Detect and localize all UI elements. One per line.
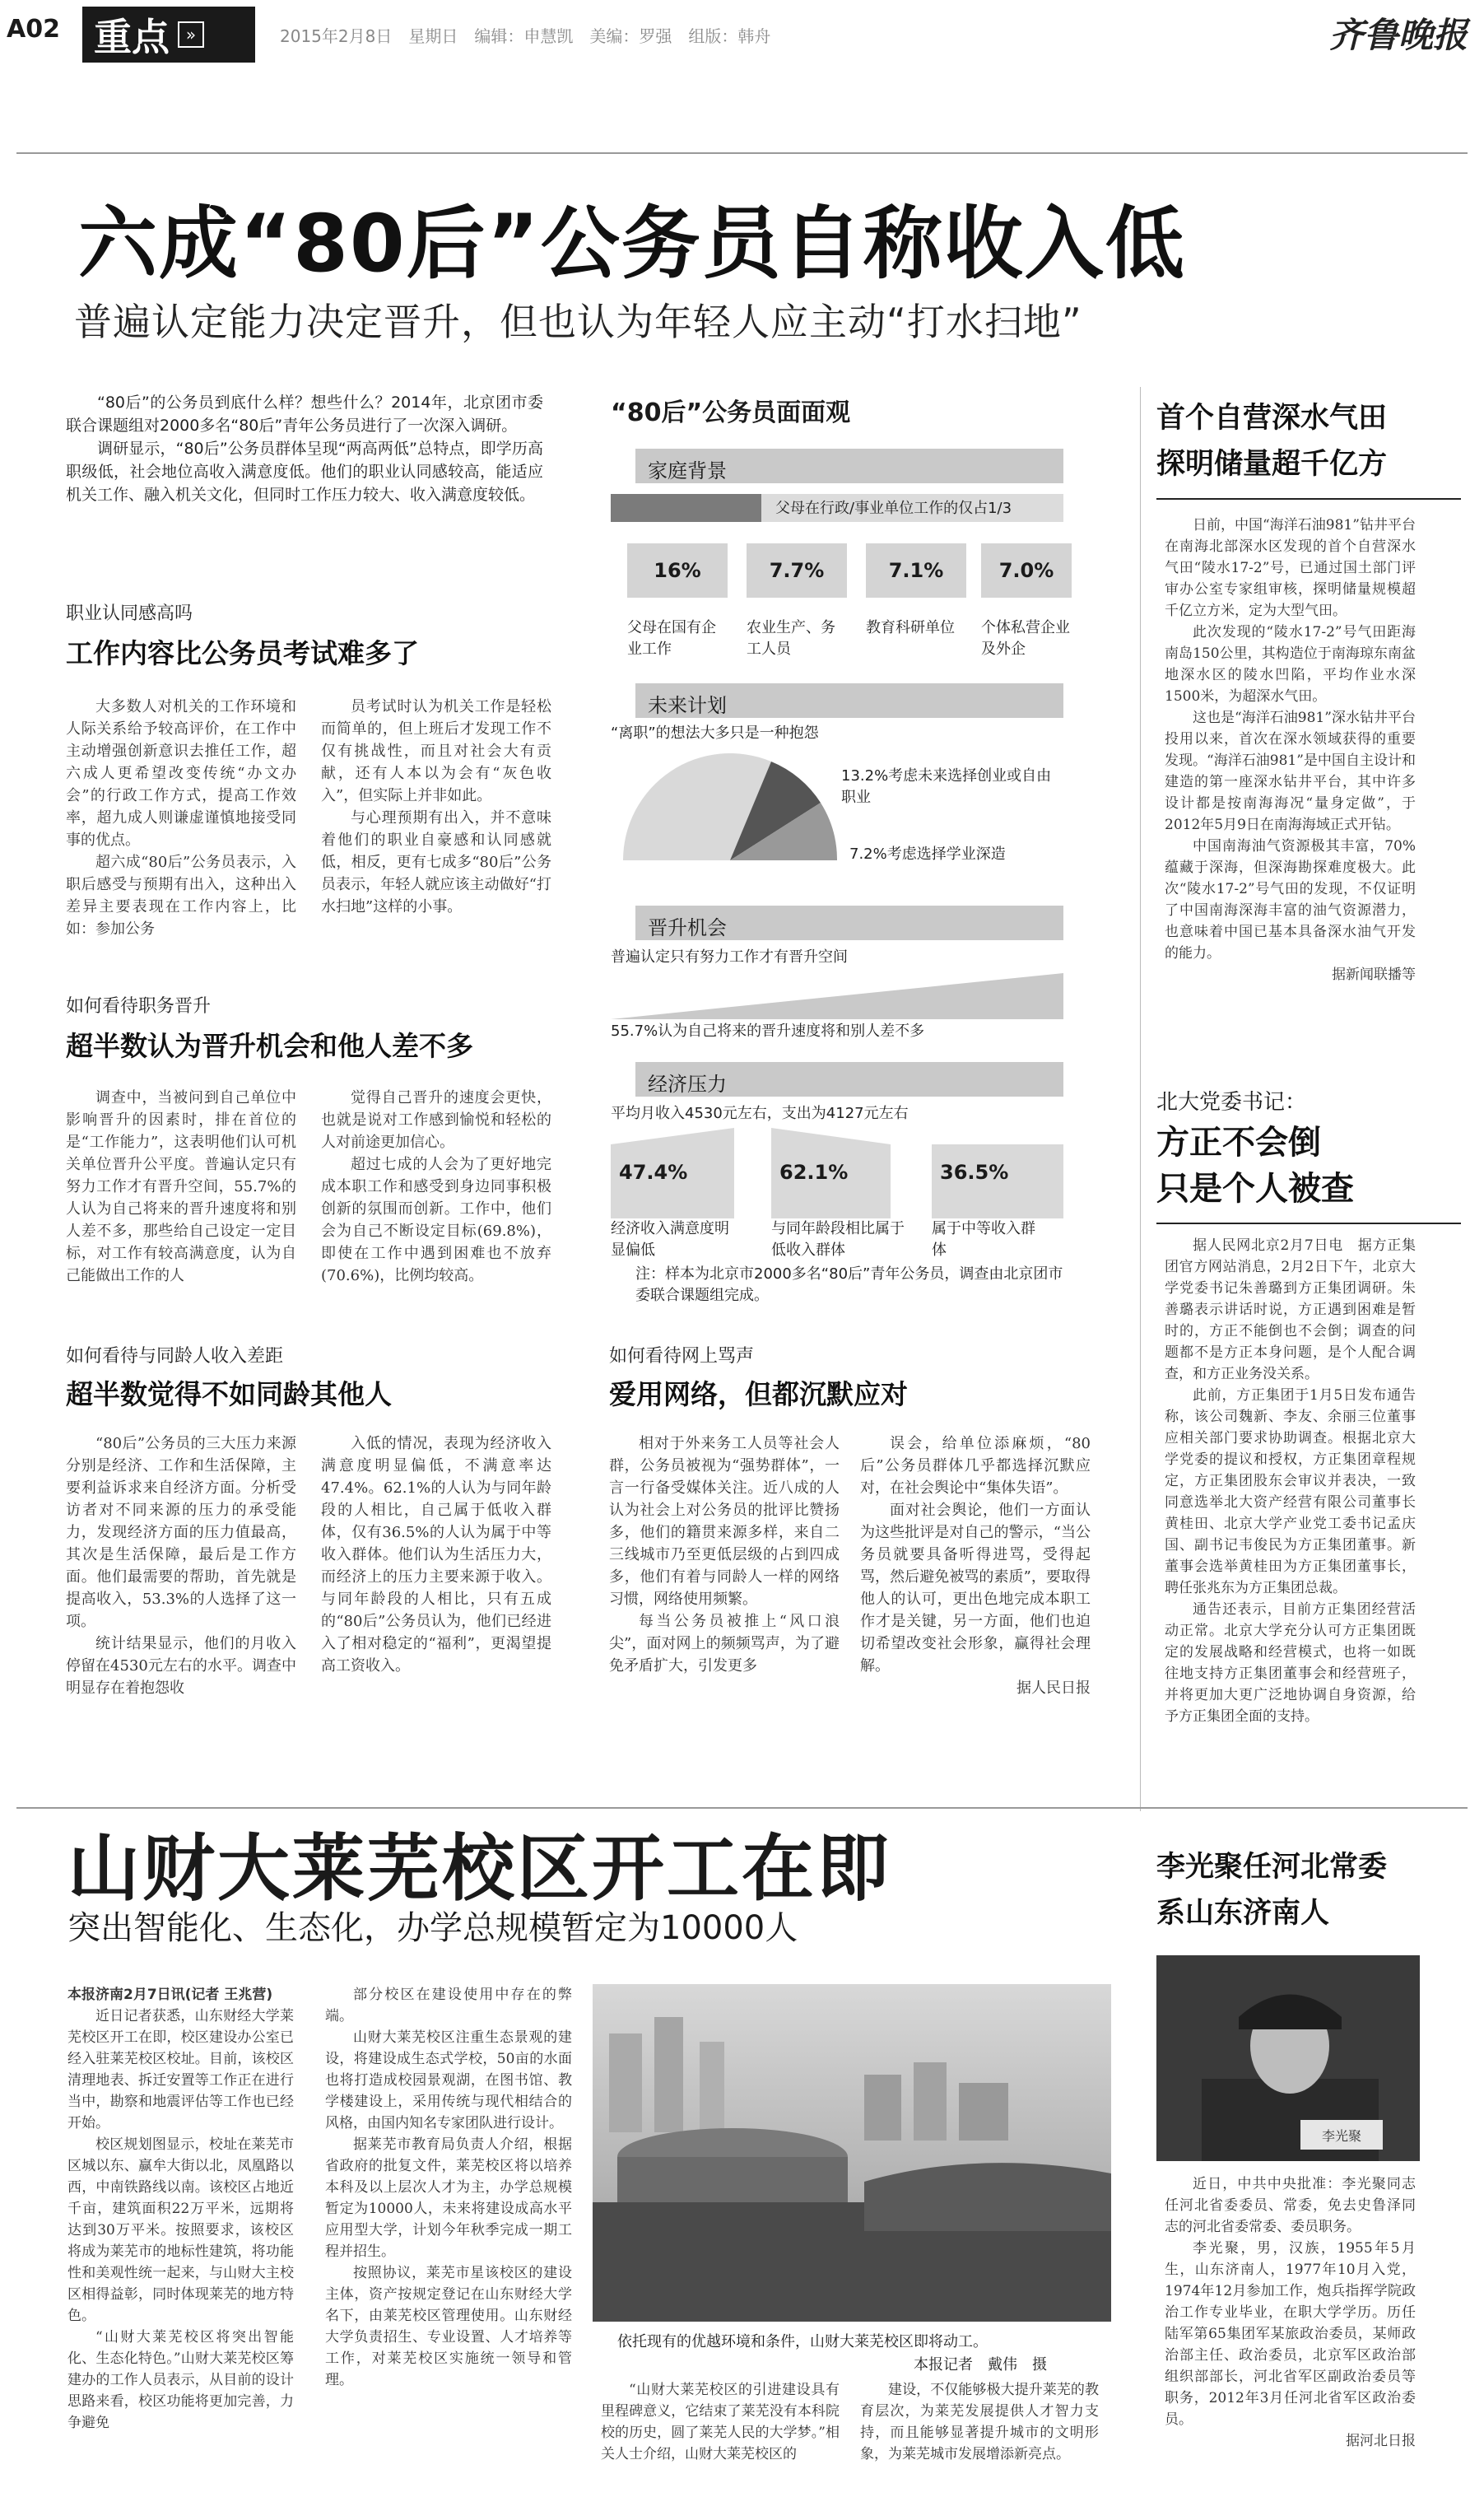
article-column [67, 1984, 294, 2434]
photo-building [959, 2083, 1008, 2141]
photo-arena [617, 2157, 848, 2202]
paragraph: 近日记者获悉，山东财经大学莱芜校区开工在即，校区建设办公室已经入驻莱芜校区校址。目前，该校区清理地表、拆迁安置等工作正在进行当中，勘察和地震评估等工作也已经开始。 [67, 2008, 294, 2131]
portrait-photo [1156, 1955, 1420, 2161]
paragraph: 这也是“海洋石油981”深水钻井平台投用以来，首次在深水领域获得的重要发现。“海洋石油981”是中国自主设计和建造的第一座深水钻井平台，其中许多设计都是按南海海况“量身定做”，于2012年5月9日在南海海域正式开钻。 [1165, 710, 1416, 833]
column-divider [1140, 387, 1141, 1811]
lead-paragraph: 调研显示，“80后”公务员群体呈现“两高两低”总特点，即学历高职级低，社会地位高收入满意度低。他们的职业认同感较高，能适应机关工作、融入机关文化，但同时工作压力较大、收入满意度较低。 [66, 440, 543, 504]
paragraph: 据人民网北京2月7日电 据方正集团官方网站消息，2月2日下午，北京大学党委书记朱善璐到方正集团调研。朱善璐表示讲话时说，方正遇到困难是暂时的，方正不能倒也不会倒；调查的问题都不是方正本身问题，是个人配合调查，和方正业务没关系。 [1165, 1237, 1416, 1382]
photo-hill [864, 2163, 1111, 2231]
paragraph: 相对于外来务工人员等社会人群，公务员被视为“强势群体”，一言一行备受媒体关注。近八成的人认为社会上对公务员的批评比赞扬多，他们的籍贯来源多样，来自二三线城市乃至更低层级的占到四成多，他们有着与同龄人一样的网络习惯，网络使用频繁。 [609, 1435, 840, 1608]
side-headline-line: 系山东济南人 [1156, 1897, 1330, 1930]
main-subhead: 普遍认定能力决定晋升，但也认为年轻人应主动“打水扫地” [74, 300, 1082, 344]
paragraph: 超过七成的人会为了更好地完成本职工作和感受到身边同事积极创新的氛围而创新。工作中，他们会为自己不断设定目标(69.8%)，即使在工作中遇到困难也不放弃(70.6%)，比例均较高。 [321, 1156, 551, 1284]
paragraph: 日前，中国“海洋石油981”钻井平台在南海北部深水区发现的首个自营深水气田“陵水17-2”号，已通过国土部门评审办公室专家组审核，探明储量规模超千亿立方米，定为大型气田。 [1165, 517, 1416, 619]
economy-caption: 平均月收入4530元左右，支出为4127元左右 [611, 1105, 909, 1122]
stat-box: 7.7% [747, 543, 847, 598]
portrait-nameplate-text: 李光聚 [1321, 2128, 1362, 2144]
article-column [321, 696, 551, 918]
paragraph: 校区规划图显示，校址在莱芜市区城以东、赢牟大街以北，凤凰路以西，中南铁路线以南。该校区占地近千亩，建筑面积22万平米，远期将达到30万平米。按照要求，该校区将成为莱芜市的地标性建筑，将功能性和美观性统一起来，与山财大主校区相得益彰，同时体现莱芜的地方特色。 [67, 2136, 294, 2324]
paragraph: “山财大莱芜校区将突出智能化、生态化特色。”山财大莱芜校区筹建办的工作人员表示，从目前的设计思路来看，校区功能将更加完善，力争避免 [67, 2329, 294, 2431]
promotion-note: 55.7%认为自己将来的晋升速度将和别人差不多 [611, 1023, 925, 1040]
category-label: 未来计划 [648, 694, 727, 717]
economy-caption-item: 属于中等收入群体 [932, 1220, 1035, 1259]
section-title: 工作内容比公务员考试难多了 [66, 637, 419, 669]
section-title: 超半数认为晋升机会和他人差不多 [66, 1030, 473, 1062]
paragraph: 此前，方正集团于1月5日发布通告称，该公司魏新、李友、余丽三位董事应相关部门要求协助调查。根据北京大学党委的提议和授权，方正集团章程规定，方正集团股东会审议并表决，一致同意选举北大资产经营有限公司董事长黄桂田、北京大学产业党工委书记孟庆国、副书记韦俊民为方正集团董事。新董事会选举黄桂田为方正集团董事长，聘任张兆东为方正集团总裁。 [1165, 1387, 1416, 1596]
side-headline [1156, 1844, 1469, 1936]
economy-pct: 47.4% [619, 1161, 688, 1184]
side-headline [1156, 395, 1469, 487]
side-divider [1156, 1223, 1461, 1224]
category-label: 晋升机会 [648, 916, 727, 939]
section-title: 爱用网络，但都沉默应对 [609, 1378, 908, 1410]
side-headline-line: 李光聚任河北常委 [1156, 1851, 1388, 1884]
story-divider [16, 1807, 1468, 1809]
paragraph: 入低的情况，表现为经济收入满意度明显偏低，不满意率达47.4%。62.1%的人认为与同年龄段的人相比，自己属于低收入群体，仅有36.5%的人认为属于中等收入群体。他们认为生活压力大，而经济上的压力主要来源于收入。与同年龄段的人相比，只有五成的“80后”公务员认为，他们已经进入了相对稳定的“福利”，更渴望提高工资收入。 [321, 1435, 551, 1675]
main-headline: 六成“80后”公务员自称收入低 [78, 198, 1186, 290]
family-share-caption: 父母在行政/事业单位工作的仅占1/3 [775, 500, 1012, 517]
paragraph: 山财大莱芜校区注重生态景观的建设，将建设成生态式学校，50亩的水面也将打造成校园景观湖，在图书馆、教学楼建设上，采用传统与现代相结合的风格，由国内知名专家团队进行设计。 [325, 2029, 572, 2131]
paragraph: 误会，给单位添麻烦，“80后”公务员群体几乎都选择沉默应对，在社会舆论中“集体失语”。 [860, 1435, 1091, 1497]
photo-building [700, 2042, 724, 2132]
second-subhead: 突出智能化、生态化，办学总规模暂定为10000人 [67, 1909, 798, 1947]
side-divider [1156, 498, 1461, 500]
side-label: 北大党委书记： [1156, 1090, 1307, 1115]
paragraph: 部分校区在建设使用中存在的弊端。 [325, 1987, 572, 2024]
economy-caption-item: 与同年龄段相比属于低收入群体 [771, 1220, 905, 1259]
paragraph: 与心理预期有出入，并不意味着他们的职业自豪感和认同感就低，相反，更有七成多“80后”公务员表示，年轻人就应该主动做好“打水扫地”这样的小事。 [321, 809, 551, 915]
stat-caption: 个体私营企业及外企 [981, 619, 1070, 658]
photo-building [864, 2075, 901, 2141]
source-line: 据人民日报 [1016, 1679, 1091, 1697]
article-column [66, 1433, 296, 1699]
paragraph: 超六成“80后”公务员表示，入职后感受与预期有出入，这种出入差异主要表现在工作内容上，比如：参加公务 [66, 854, 296, 938]
photo-credit: 本报记者 戴伟 摄 [914, 2356, 1047, 2374]
future-caption: “离职”的想法大多只是一种抱怨 [611, 724, 819, 742]
promotion-wedge [611, 973, 1063, 1019]
photo-building [914, 2062, 947, 2141]
stat-box: 16% [627, 543, 728, 598]
category-label: 家庭背景 [648, 459, 727, 482]
paragraph: “80后”公务员的三大压力来源分别是经济、工作和生活保障，主要利益诉求来自经济方面。分析受访者对不同来源的压力的承受能力，发现经济方面的压力值最高，其次是生活保障，最后是工作方面。他们最需要的帮助，首先就是提高收入，53.3%的人选择了这一项。 [66, 1435, 296, 1630]
economy-pct: 36.5% [940, 1161, 1009, 1184]
paragraph: 按照协议，莱芜市星该校区的建设主体，资产按规定登记在山东财经大学名下，由莱芜校区管理使用。山东财经大学负责招生、专业设置、人才培养等工作，对莱芜校区实施统一领导和管理。 [325, 2265, 572, 2388]
future-note: 13.2%考虑未来选择创业或自由职业 [841, 767, 1052, 806]
page-number: A02 [7, 15, 60, 44]
paragraph: “山财大莱芜校区的引进建设具有里程碑意义，它结束了莱芜没有本科院校的历史，圆了莱芜人民的大学梦。”相关人士介绍，山财大莱芜校区的 [601, 2382, 840, 2462]
header-divider [16, 152, 1468, 154]
paragraph: 员考试时认为机关工作是轻松而简单的，但上班后才发现工作不仅有挑战性，而且对社会大有贡献，还有人本以为会有“灰色收入”，但实际上并非如此。 [321, 698, 551, 804]
section-tag [82, 7, 255, 63]
side-headline-line: 探明储量超千亿方 [1156, 448, 1388, 481]
lead-paragraph: “80后”的公务员到底什么样？想些什么？2014年，北京团市委联合课题组对2000多名“80后”青年公务员进行了一次深入调研。 [66, 394, 543, 435]
side-headline-line: 方正不会倒 [1156, 1124, 1321, 1162]
source-line: 据河北日报 [1346, 2433, 1416, 2449]
article-column [321, 1433, 551, 1677]
photo-building [609, 2033, 642, 2132]
article-column [66, 696, 296, 940]
future-half-pie [623, 753, 837, 869]
article-column [325, 1984, 572, 2391]
economy-pct: 62.1% [779, 1161, 849, 1184]
chart-note: 注：样本为北京市2000多名“80后”青年公务员，调查由北京团市委联合课题组完成。 [635, 1265, 1063, 1304]
article-column [609, 1433, 840, 1677]
paragraph: 面对社会舆论，他们一方面认为这些批评是对自己的警示，“当公务员就要具备听得进骂，受得起骂，然后避免被骂的素质”，要取得他人的认可，更出色地完成本职工作才是关键，另一方面，他们也迫切希望改变社会形象，赢得社会理解。 [860, 1502, 1091, 1675]
second-headline: 山财大莱芜校区开工在即 [67, 1826, 892, 1911]
photo-building [654, 2017, 683, 2132]
paragraph: 统计结果显示，他们的月收入停留在4530元左右的水平。调查中明显存在着抱怨收 [66, 1635, 296, 1697]
stat-caption: 农业生产、务工人员 [747, 619, 835, 658]
paragraph: 调查中，当被问到自己单位中影响晋升的因素时，排在首位的是“工作能力”，这表明他们认可机关单位晋升公平度。普遍认定只有努力工作才有晋升空间，55.7%的人认为自己将来的晋升速度将和别人差不多，那些给自己设定一定目标，对工作有较高满意度，认为自己能做出工作的人 [66, 1089, 296, 1284]
article-column [66, 1087, 296, 1287]
side-headline [1156, 1120, 1469, 1212]
side-article [1165, 1235, 1416, 1727]
paragraph: 通告还表示，目前方正集团经营活动正常。北京大学充分认可方正集团既定的发展战略和经营模式，也将一如既往地支持方正集团董事会和经营班子，并将更加大更广泛地协调自身资源，给予方正集团全面的支持。 [1165, 1601, 1416, 1725]
article-column [321, 1087, 551, 1287]
side-headline-line: 首个自营深水气田 [1156, 402, 1388, 435]
stat-caption: 教育科研单位 [866, 619, 955, 636]
paragraph: 觉得自己晋升的速度会更快，也就是说对工作感到愉悦和轻松的人对前途更加信心。 [321, 1089, 551, 1151]
paragraph: 每当公务员被推上“风口浪尖”，面对网上的频频骂声，为了避免矛盾扩大，引发更多 [609, 1613, 840, 1675]
campus-photo [593, 1984, 1111, 2322]
infographic-title: “80后”公务员面面观 [611, 398, 851, 427]
article-column [601, 2379, 840, 2465]
section-label: 如何看待网上骂声 [609, 1346, 755, 1367]
date-line: 2015年2月8日 星期日 编辑：申慧凯 美编：罗强 组版：韩舟 [280, 26, 771, 46]
stat-caption: 父母在国有企业工作 [627, 619, 716, 658]
stat-box: 7.1% [866, 543, 966, 598]
side-article [1165, 515, 1416, 985]
paragraph: 李光聚，男，汉族，1955年5月生，山东济南人，1977年10月入党，1974年12月参加工作，炮兵指挥学院政治工作专业毕业，在职大学学历。历任陆军第65集团军某旅政治委员，某师政治部主任、政治委员，北京军区政治部组织部部长，河北省军区副政治委员等职务，2012年3月任河北省军区政治委员。 [1165, 2240, 1416, 2428]
economy-caption-item: 经济收入满意度明显偏低 [611, 1220, 729, 1259]
section-label: 职业认同感高吗 [66, 603, 193, 624]
photo-caption: 依托现有的优越环境和条件，山财大莱芜校区即将动工。 [617, 2333, 988, 2350]
section-title: 超半数觉得不如同龄其他人 [66, 1378, 392, 1410]
future-note: 7.2%考虑选择学业深造 [849, 846, 1006, 863]
promotion-caption: 普遍认定只有努力工作才有晋升空间 [611, 948, 848, 966]
section-label: 如何看待职务晋升 [66, 996, 212, 1017]
side-article [1165, 2173, 1416, 2452]
article-column [860, 1433, 1091, 1699]
source-line: 据新闻联播等 [1332, 967, 1416, 983]
category-label: 经济压力 [648, 1073, 727, 1096]
newspaper-logo: 齐鲁晚报 [1328, 15, 1468, 55]
dateline: 本报济南2月7日讯(记者 王兆营) [67, 1987, 273, 2003]
article-column [860, 2379, 1099, 2465]
paragraph: 此次发现的“陵水17-2”号气田距海南岛150公里，其构造位于南海琼东南盆地深水区的陵水凹陷，平均作业水深1500米，为超深水气田。 [1165, 624, 1416, 705]
paragraph: 据莱芜市教育局负责人介绍，根据省政府的批复文件，莱芜校区将以培养本科及以上层次人才为主，办学总规模暂定为10000人，未来将建设成高水平应用型大学，计划今年秋季完成一期工程并招生。 [325, 2136, 572, 2260]
section-name: 重点 [94, 15, 170, 59]
infographic [602, 379, 1072, 1309]
section-label: 如何看待与同龄人收入差距 [66, 1346, 284, 1367]
chevron-right-icon: » [178, 21, 204, 48]
paragraph: 建设，不仅能够极大提升莱芜的教育层次，为莱芜发展提供人才智力支持，而且能够显著提升城市的文明形象，为莱芜城市发展增添新亮点。 [860, 2382, 1099, 2462]
stat-box: 7.0% [981, 543, 1072, 598]
paragraph: 大多数人对机关的工作环境和人际关系给予较高评价，在工作中主动增强创新意识去推任工作，超六成人更希望改变传统“办文办会”的行政工作方式，提高工作效率，超九成人则谦虚谨慎地接受同事的优点。 [66, 698, 296, 849]
promotion-wedge-shape [611, 973, 1063, 1019]
paragraph: 近日，中共中央批准：李光聚同志任河北省委委员、常委，免去史鲁泽同志的河北省委常委、委员职务。 [1165, 2176, 1416, 2235]
main-lead [66, 391, 543, 506]
side-headline-line: 只是个人被查 [1156, 1170, 1354, 1208]
paragraph: 中国南海油气资源极其丰富，70%蕴藏于深海，但深海勘探难度极大。此次“陵水17-2”号气田的发现，不仅证明了中国南海深海丰富的油气资源潜力，也意味着中国已基本具备深水油气开发的能力。 [1165, 838, 1416, 962]
family-share-fill [611, 494, 761, 522]
